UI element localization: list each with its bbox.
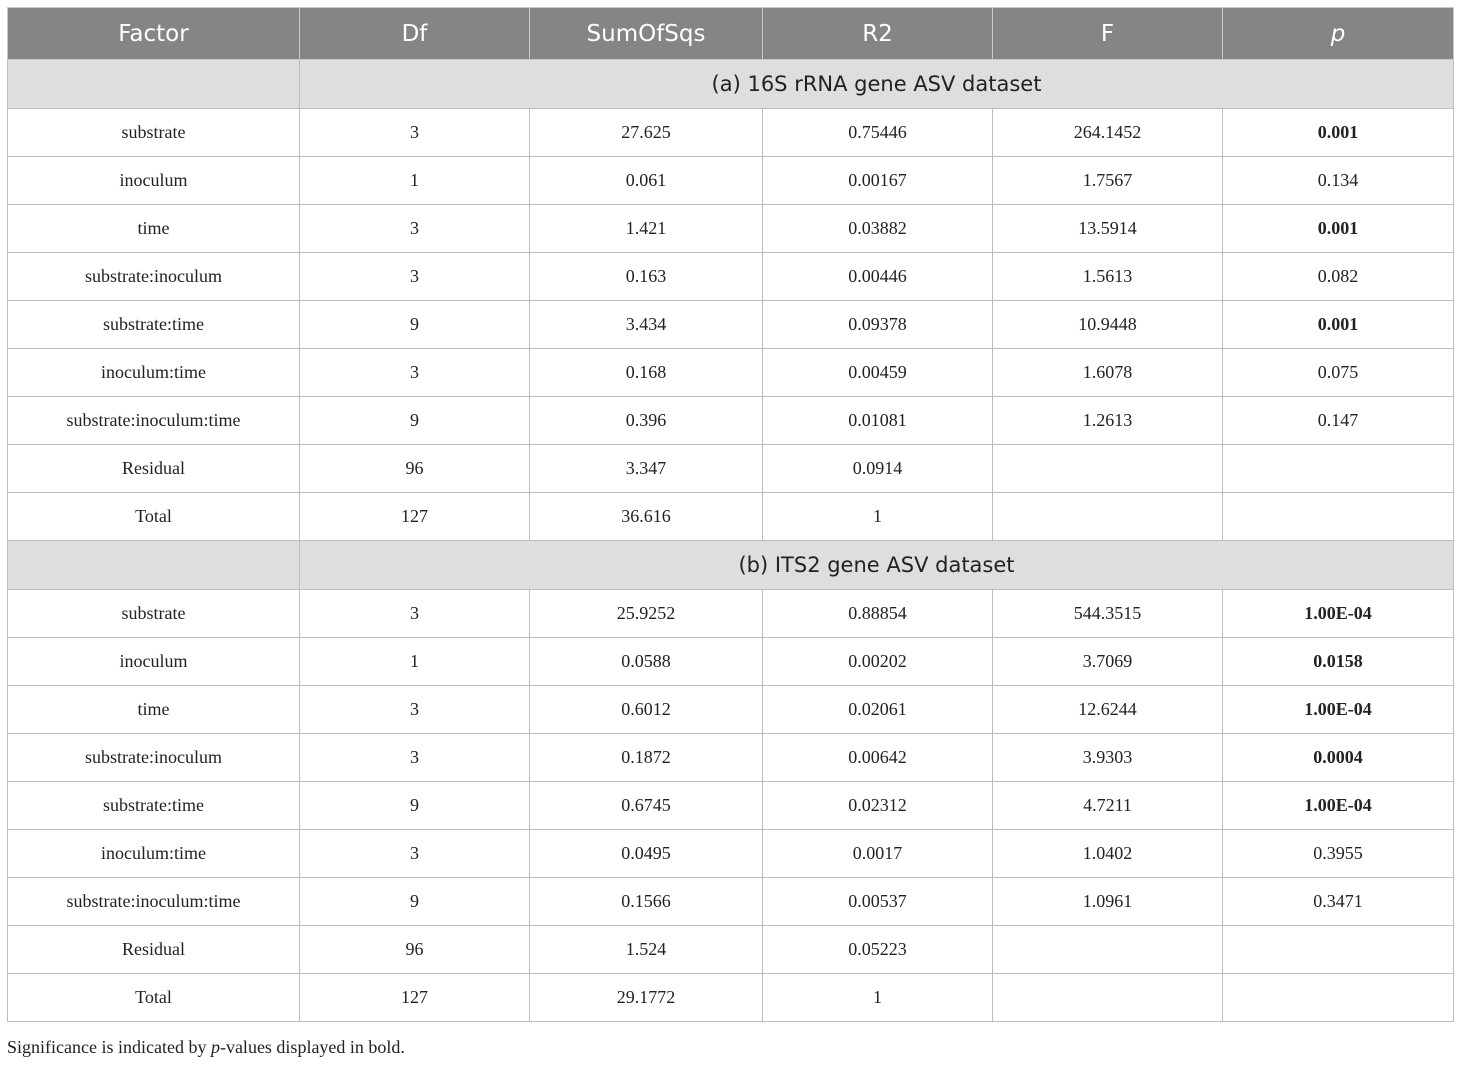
table-row [8, 974, 1454, 1022]
cell-r2: 0.01081 [763, 397, 993, 445]
cell-f [993, 926, 1223, 974]
cell-f: 3.9303 [993, 734, 1223, 782]
cell-r2: 0.0017 [763, 830, 993, 878]
cell-p [1223, 493, 1454, 541]
cell-p [1223, 926, 1454, 974]
cell-factor: Residual [8, 926, 300, 974]
cell-df: 3 [300, 253, 530, 301]
cell-p: 1.00E-04 [1223, 782, 1454, 830]
cell-sumofsqs: 27.625 [530, 109, 763, 157]
cell-r2: 0.05223 [763, 926, 993, 974]
footnote-italic: p [210, 1037, 220, 1057]
section-header-row [8, 60, 1454, 109]
cell-factor: substrate [8, 590, 300, 638]
cell-factor: substrate:time [8, 301, 300, 349]
cell-sumofsqs: 3.434 [530, 301, 763, 349]
cell-df: 96 [300, 926, 530, 974]
cell-r2: 0.02061 [763, 686, 993, 734]
cell-f: 1.0961 [993, 878, 1223, 926]
cell-df: 96 [300, 445, 530, 493]
cell-factor: inoculum [8, 157, 300, 205]
cell-factor: inoculum:time [8, 830, 300, 878]
cell-f: 264.1452 [993, 109, 1223, 157]
cell-factor: Residual [8, 445, 300, 493]
cell-f [993, 974, 1223, 1022]
table-row [8, 830, 1454, 878]
cell-factor: substrate:inoculum:time [8, 878, 300, 926]
cell-factor: Total [8, 974, 300, 1022]
cell-factor: substrate [8, 109, 300, 157]
table-row [8, 205, 1454, 253]
cell-sumofsqs: 0.396 [530, 397, 763, 445]
table-row [8, 445, 1454, 493]
section-header-row [8, 541, 1454, 590]
cell-df: 3 [300, 830, 530, 878]
cell-p: 0.001 [1223, 301, 1454, 349]
cell-sumofsqs: 0.0588 [530, 638, 763, 686]
cell-r2: 0.00459 [763, 349, 993, 397]
table-row [8, 878, 1454, 926]
cell-p: 0.0004 [1223, 734, 1454, 782]
cell-p [1223, 974, 1454, 1022]
cell-factor: substrate:time [8, 782, 300, 830]
cell-p: 1.00E-04 [1223, 686, 1454, 734]
cell-r2: 0.0914 [763, 445, 993, 493]
cell-f: 1.6078 [993, 349, 1223, 397]
cell-factor: substrate:inoculum [8, 253, 300, 301]
table-row [8, 349, 1454, 397]
cell-sumofsqs: 0.1566 [530, 878, 763, 926]
cell-p: 0.147 [1223, 397, 1454, 445]
header-r2: R2 [763, 8, 993, 60]
cell-sumofsqs: 25.9252 [530, 590, 763, 638]
table-row [8, 734, 1454, 782]
cell-df: 3 [300, 590, 530, 638]
cell-df: 3 [300, 686, 530, 734]
cell-f: 13.5914 [993, 205, 1223, 253]
cell-r2: 0.88854 [763, 590, 993, 638]
cell-r2: 0.00642 [763, 734, 993, 782]
cell-r2: 0.00202 [763, 638, 993, 686]
cell-f: 544.3515 [993, 590, 1223, 638]
cell-p: 0.082 [1223, 253, 1454, 301]
cell-r2: 0.00167 [763, 157, 993, 205]
cell-p: 0.3955 [1223, 830, 1454, 878]
cell-sumofsqs: 1.524 [530, 926, 763, 974]
cell-factor: time [8, 686, 300, 734]
cell-factor: substrate:inoculum [8, 734, 300, 782]
cell-p: 0.134 [1223, 157, 1454, 205]
cell-sumofsqs: 0.163 [530, 253, 763, 301]
section-title: (a) 16S rRNA gene ASV dataset [300, 60, 1454, 109]
cell-factor: Total [8, 493, 300, 541]
cell-r2: 0.02312 [763, 782, 993, 830]
cell-sumofsqs: 1.421 [530, 205, 763, 253]
cell-f [993, 445, 1223, 493]
header-factor: Factor [8, 8, 300, 60]
section-blank-cell [8, 541, 300, 590]
cell-r2: 0.09378 [763, 301, 993, 349]
section-title: (b) ITS2 gene ASV dataset [300, 541, 1454, 590]
permanova-table [7, 7, 1454, 1022]
cell-sumofsqs: 0.6012 [530, 686, 763, 734]
cell-p: 0.3471 [1223, 878, 1454, 926]
section-blank-cell [8, 60, 300, 109]
cell-df: 9 [300, 782, 530, 830]
cell-sumofsqs: 0.061 [530, 157, 763, 205]
table-row [8, 253, 1454, 301]
table-row [8, 782, 1454, 830]
table-body [8, 60, 1454, 1022]
cell-factor: inoculum [8, 638, 300, 686]
cell-df: 1 [300, 157, 530, 205]
table-row [8, 493, 1454, 541]
cell-f: 4.7211 [993, 782, 1223, 830]
table-row [8, 157, 1454, 205]
cell-p: 1.00E-04 [1223, 590, 1454, 638]
cell-f [993, 493, 1223, 541]
cell-df: 127 [300, 493, 530, 541]
cell-sumofsqs: 36.616 [530, 493, 763, 541]
cell-f: 3.7069 [993, 638, 1223, 686]
cell-f: 1.7567 [993, 157, 1223, 205]
cell-df: 3 [300, 205, 530, 253]
cell-r2: 1 [763, 493, 993, 541]
cell-r2: 0.75446 [763, 109, 993, 157]
table-row [8, 686, 1454, 734]
cell-r2: 1 [763, 974, 993, 1022]
cell-factor: time [8, 205, 300, 253]
cell-sumofsqs: 0.168 [530, 349, 763, 397]
cell-p [1223, 445, 1454, 493]
table-row [8, 926, 1454, 974]
cell-p: 0.075 [1223, 349, 1454, 397]
cell-r2: 0.03882 [763, 205, 993, 253]
footnote-after: -values displayed in bold. [219, 1037, 405, 1057]
cell-p: 0.001 [1223, 109, 1454, 157]
cell-p: 0.001 [1223, 205, 1454, 253]
cell-sumofsqs: 29.1772 [530, 974, 763, 1022]
cell-df: 9 [300, 397, 530, 445]
table-row [8, 590, 1454, 638]
header-df: Df [300, 8, 530, 60]
table-row [8, 109, 1454, 157]
cell-p: 0.0158 [1223, 638, 1454, 686]
cell-df: 1 [300, 638, 530, 686]
cell-f: 1.2613 [993, 397, 1223, 445]
table-row [8, 397, 1454, 445]
header-row [8, 8, 1454, 60]
cell-df: 9 [300, 878, 530, 926]
table-row [8, 301, 1454, 349]
cell-r2: 0.00537 [763, 878, 993, 926]
cell-f: 12.6244 [993, 686, 1223, 734]
cell-df: 3 [300, 109, 530, 157]
cell-factor: substrate:inoculum:time [8, 397, 300, 445]
cell-sumofsqs: 0.6745 [530, 782, 763, 830]
header-sumofsqs: SumOfSqs [530, 8, 763, 60]
cell-sumofsqs: 0.0495 [530, 830, 763, 878]
cell-r2: 0.00446 [763, 253, 993, 301]
cell-df: 127 [300, 974, 530, 1022]
cell-factor: inoculum:time [8, 349, 300, 397]
footnote-before: Significance is indicated by [7, 1037, 211, 1057]
cell-f: 10.9448 [993, 301, 1223, 349]
header-f: F [993, 8, 1223, 60]
cell-sumofsqs: 3.347 [530, 445, 763, 493]
cell-df: 9 [300, 301, 530, 349]
cell-df: 3 [300, 734, 530, 782]
cell-df: 3 [300, 349, 530, 397]
cell-sumofsqs: 0.1872 [530, 734, 763, 782]
footnote [7, 1037, 405, 1058]
header-p: p [1223, 8, 1454, 60]
cell-f: 1.0402 [993, 830, 1223, 878]
table-row [8, 638, 1454, 686]
cell-f: 1.5613 [993, 253, 1223, 301]
